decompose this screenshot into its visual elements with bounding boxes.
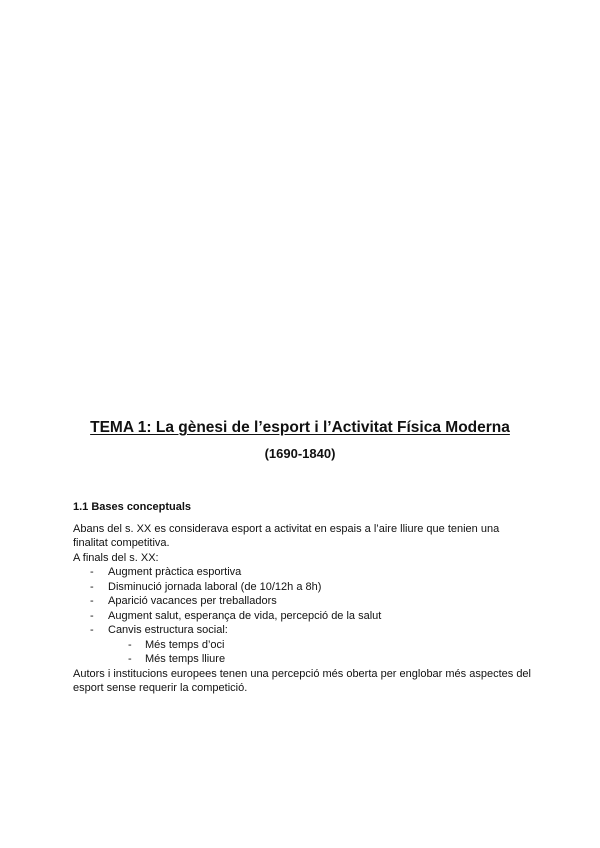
section-content: [73, 500, 533, 696]
dash-marker: -: [90, 566, 94, 578]
dash-marker: -: [128, 653, 132, 665]
closing-paragraph: Autors i institucions europees tenen una percepció més oberta per englobar més aspectes del esport sense requerir la competició.: [73, 667, 531, 694]
sub-list-item: [73, 638, 533, 653]
list-item-text: Augment salut, esperança de vida, percepció de la salut: [108, 609, 382, 622]
dash-marker: -: [90, 609, 94, 622]
dash-marker: -: [90, 624, 94, 636]
section-heading: 1.1 Bases conceptuals: [73, 501, 192, 513]
dash-marker: -: [90, 595, 94, 607]
list-item: [73, 580, 533, 595]
list-item-text: Canvis estructura social:: [108, 624, 228, 636]
list-item: [73, 565, 533, 580]
sub-list-item-text: Més temps lliure: [145, 653, 226, 665]
page-subtitle: (1690-1840): [264, 446, 336, 461]
sub-list-item: [73, 652, 533, 667]
bullet-list: [73, 565, 533, 638]
sub-list-item-text: Més temps d’oci: [145, 638, 225, 651]
list-item-text: Aparició vacances per treballadors: [108, 595, 277, 607]
dash-marker: -: [90, 580, 94, 593]
list-item: [73, 594, 533, 609]
list-item-text: Disminució jornada laboral (de 10/12h a 8h): [108, 580, 322, 593]
list-item-text: Augment pràctica esportiva: [108, 566, 242, 578]
page-title: [0, 418, 600, 438]
intro-paragraph: Abans del s. XX es considerava esport a activitat en espais a l’aire lliure que tenien una finalitat competitiva.: [73, 522, 500, 549]
list-item: [73, 609, 533, 624]
list-item: [73, 623, 533, 638]
dash-marker: -: [128, 638, 132, 651]
lead-line: A finals del s. XX:: [73, 551, 159, 564]
page-title-text: TEMA 1: La gènesi de l’esport i l’Activitat Física Moderna: [90, 419, 510, 436]
sub-bullet-list: [73, 638, 533, 667]
